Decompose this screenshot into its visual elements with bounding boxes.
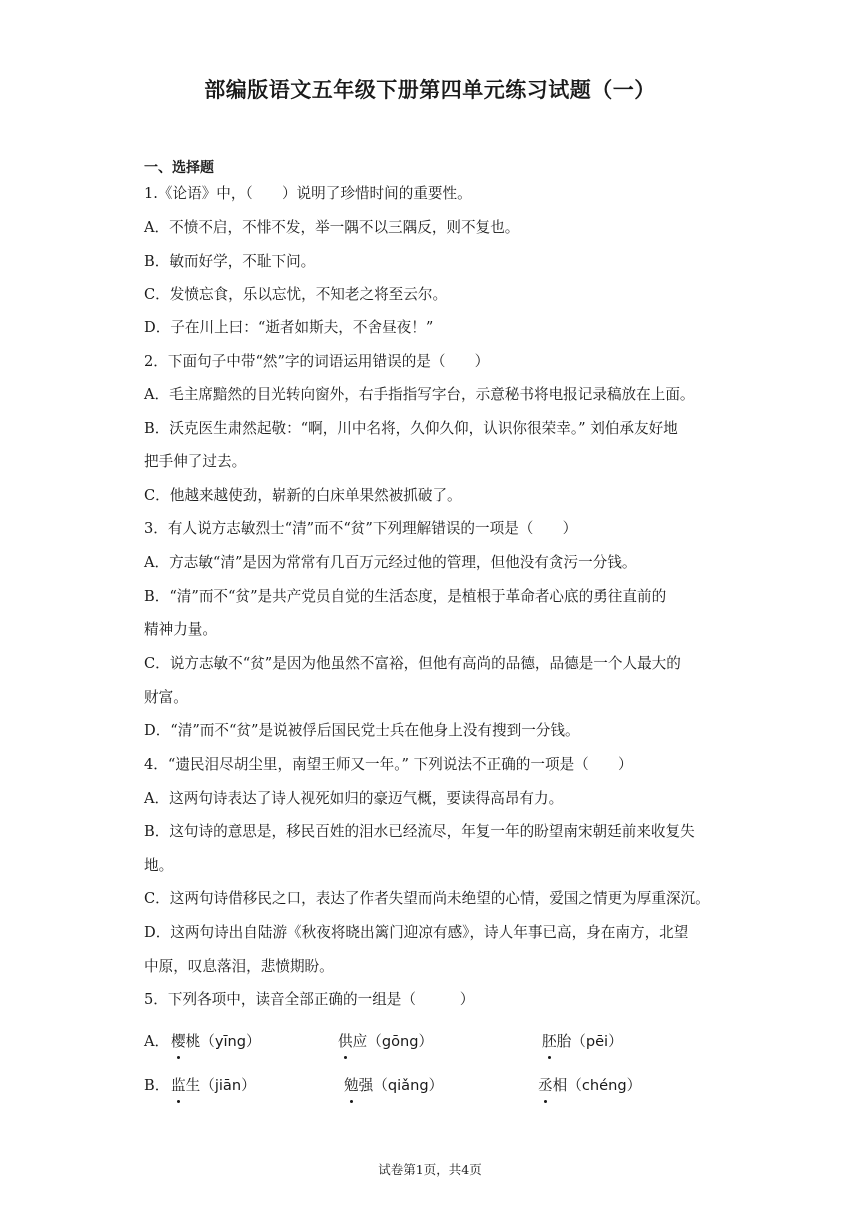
text-line: 1.《论语》中，（ ）说明了珍惜时间的重要性。 [144,185,472,202]
word-item: 供应（gōng） [338,1030,433,1054]
text-line: 精神力量。 [144,621,217,638]
text-line: A．这两句诗表达了诗人视死如归的豪迈气概，要读得高昂有力。 [144,790,564,807]
page-title: 部编版语文五年级下册第四单元练习试题（一） [204,78,656,102]
text-line: 地。 [144,857,174,874]
word-item: 勉强（qiǎng） [344,1074,443,1098]
word-item: 胚胎（pēi） [542,1030,623,1054]
option-label: A． [144,1033,170,1050]
text-line: C．这两句诗借移民之口，表达了作者失望而尚未绝望的心情，爱国之情更为厚重深沉。 [144,890,710,907]
text-line: 3．有人说方志敏烈士“清”而不“贫”下列理解错误的一项是（ ） [144,520,578,537]
text-line: C．发愤忘食，乐以忘忧，不知老之将至云尔。 [144,286,448,303]
text-line: D．“清”而不“贫”是说被俘后国民党士兵在他身上没有搜到一分钱。 [144,722,580,739]
text-line: B．这句诗的意思是，移民百姓的泪水已经流尽，年复一年的盼望南宋朝廷前来收复失 [144,823,695,840]
text-line: B．沃克医生肃然起敬：“啊，川中名将，久仰久仰，认识你很荣幸。” 刘伯承友好地 [144,420,678,437]
word-item: 监生（jiān） [171,1074,256,1098]
text-line: A．不愤不启，不悱不发，举一隅不以三隅反，则不复也。 [144,219,520,236]
text-line: B．敏而好学，不耻下问。 [144,253,316,270]
text-line: B．“清”而不“贫”是共产党员自觉的生活态度，是植根于革命者心底的勇往直前的 [144,588,667,605]
text-line: 4．“遗民泪尽胡尘里，南望王师又一年。” 下列说法不正确的一项是（ ） [144,756,633,773]
text-line: D．这两句诗出自陆游《秋夜将晓出篱门迎凉有感》，诗人年事已高，身在南方，北望 [144,924,689,941]
text-line: A．方志敏“清”是因为常常有几百万元经过他的管理，但他没有贪污一分钱。 [144,554,637,571]
option-label: B． [144,1077,170,1094]
text-line: C．说方志敏不“贫”是因为他虽然不富裕，但他有高尚的品德，品德是一个人最大的 [144,655,681,672]
text-line: 中原，叹息落泪，悲愤期盼。 [144,958,334,975]
word-item: 丞相（chéng） [538,1074,641,1098]
text-line: A．毛主席黯然的目光转向窗外，右手指指写字台，示意秘书将电报记录稿放在上面。 [144,386,695,403]
q5-option-b [144,1074,744,1098]
text-line: 把手伸了过去。 [144,453,247,470]
word-item: 樱桃（yīng） [171,1030,261,1054]
text-line: C．他越来越使劲，崭新的白床单果然被抓破了。 [144,487,462,504]
q5-option-a [144,1030,744,1054]
section-heading: 一、选择题 [144,160,214,176]
text-line: 2．下面句子中带“然”字的词语运用错误的是（ ） [144,353,490,370]
text-line: 财富。 [144,689,188,706]
page-footer: 试卷第1页，共4页 [378,1162,482,1177]
text-line: 5．下列各项中，读音全部正确的一组是（ ） [144,991,475,1008]
text-line: D．子在川上曰：“逝者如斯夫，不舍昼夜！” [144,319,434,336]
